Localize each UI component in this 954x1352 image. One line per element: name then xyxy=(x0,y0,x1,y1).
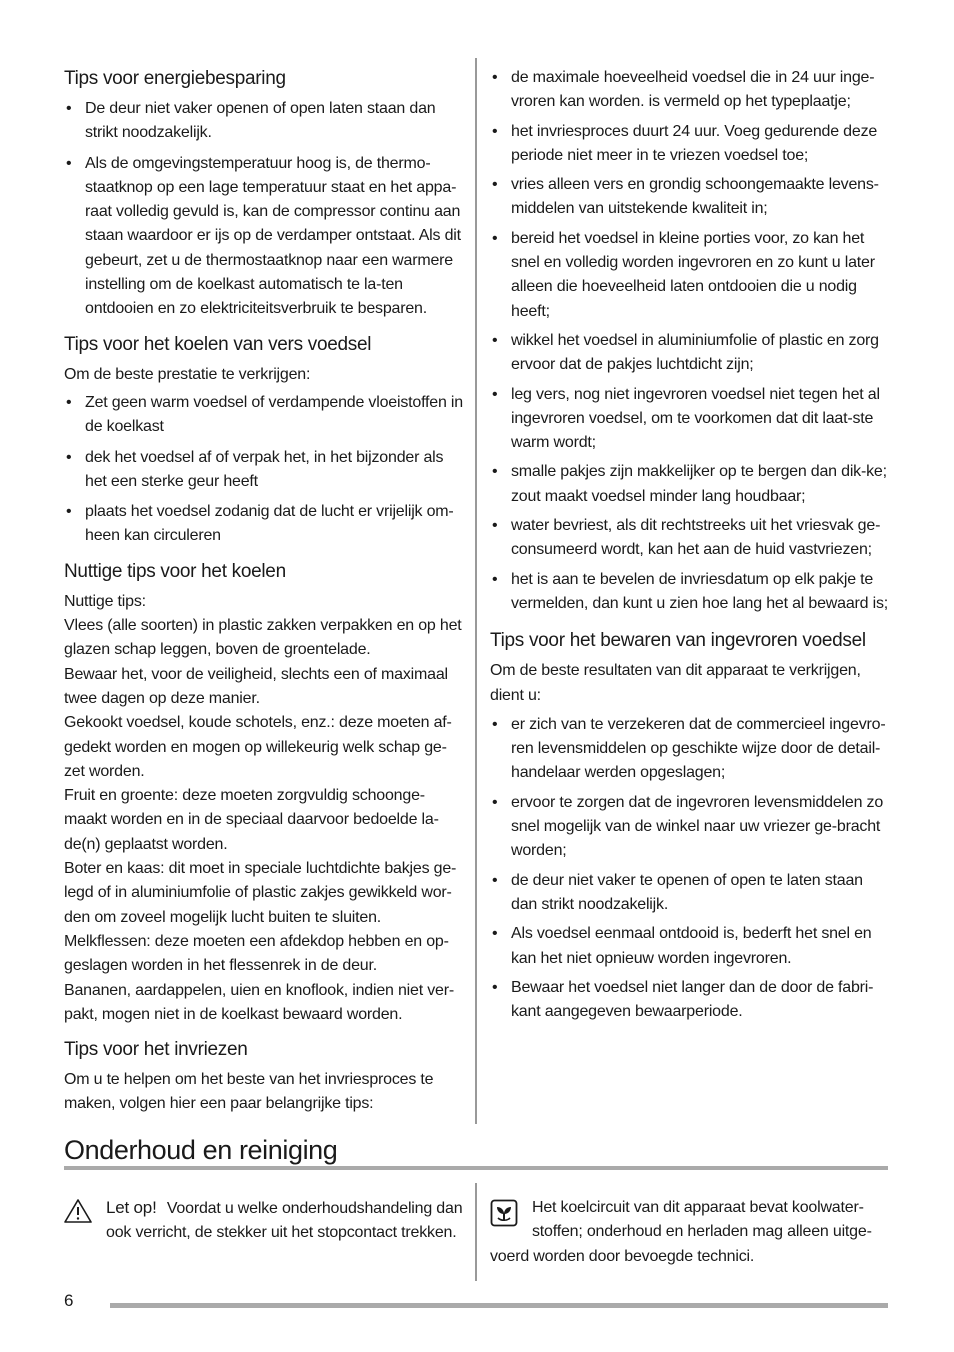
list-item: • de deur niet vaker te openen of open te laten staan dan strikt noodzakelijk. xyxy=(490,869,890,918)
environment-note xyxy=(490,1196,890,1269)
freezing-tips-heading: Tips voor het invriezen xyxy=(64,1039,248,1061)
list-item: • De deur niet vaker openen of open laten staan dan strikt noodzakelijk. xyxy=(64,97,464,146)
list-item: • het is aan te bevelen de invriesdatum op elk pakje te vermelden, dan kunt u zien hoe lang het al bewaard is; xyxy=(490,568,890,617)
energy-tips-list xyxy=(64,97,464,322)
useful-tips-heading: Nuttige tips voor het koelen xyxy=(64,560,286,582)
list-item: • Als voedsel eenmaal ontdooid is, bederft het snel en kan het niet opnieuw worden ingevroren. xyxy=(490,922,890,971)
column-divider-bottom xyxy=(475,1183,477,1281)
list-item: • er zich van te verzekeren dat de commercieel ingevro-ren levensmiddelen op geschikte wijze door de detail-handelaar werden opgeslagen; xyxy=(490,713,890,786)
useful-tips-line: Gekookt voedsel, koude schotels, enz.: deze moeten af-gedekt worden en mogen op willekeurig welk schap ge-zet worden. xyxy=(64,714,452,780)
page-number: 6 xyxy=(64,1291,74,1310)
list-item: • plaats het voedsel zodanig dat de lucht er vrijelijk om-heen kan circuleren xyxy=(64,500,464,549)
list-item: • water bevriest, als dit rechtstreeks uit het vriesvak ge-consumeerd wordt, kan het aan de huid vastvriezen; xyxy=(490,514,890,563)
useful-tips-line: Bananen, aardappelen, uien en knoflook, indien niet ver-pakt, mogen niet in de koelkast bewaard worden. xyxy=(64,981,454,1023)
warning-label: Let op! xyxy=(106,1198,157,1217)
useful-tips-line: Melkflessen: deze moeten een afdekdop hebben en op-geslagen worden in het flessenrek in de deur. xyxy=(64,932,449,975)
column-divider-top xyxy=(475,58,477,1124)
list-item: • bereid het voedsel in kleine porties voor, zo kan het snel en volledig worden ingevroren en zo kunt u later alleen die hoeveelheid laten ontdooien die u nodig heeft; xyxy=(490,227,890,324)
list-item: • leg vers, nog niet ingevroren voedsel niet tegen het al ingevroren voedsel, om te voorkomen dat dit laat-ste warm wordt; xyxy=(490,383,890,456)
section-rule xyxy=(64,1166,888,1170)
list-item: • wikkel het voedsel in aluminiumfolie of plastic en zorg ervoor dat de pakjes luchtdicht zijn; xyxy=(490,329,890,378)
environment-text: Het koelcircuit van dit apparaat bevat koolwater-stoffen; onderhoud en herladen mag alleen uitge-voerd worden door bevoegde technici. xyxy=(490,1199,872,1265)
section-title: Onderhoud en reiniging xyxy=(64,1135,338,1165)
useful-tips-line: Bewaar het, voor de veiligheid, slechts een of maximaal twee dagen op deze manier. xyxy=(64,665,448,707)
left-column xyxy=(64,66,464,1117)
list-item: • het invriesproces duurt 24 uur. Voeg gedurende deze periode niet meer in te vriezen voedsel toe; xyxy=(490,120,890,169)
cooling-tips-list xyxy=(64,391,464,549)
warning-triangle-icon xyxy=(64,1198,92,1224)
environment-info-icon xyxy=(490,1199,518,1227)
freezing-tips-intro: Om u te helpen om het beste van het invriesproces te maken, volgen hier een paar belangrijke tips: xyxy=(64,1071,434,1113)
useful-tips-line: Vlees (alle soorten) in plastic zakken verpakken en op het glazen schap leggen, boven de groentelade. xyxy=(64,617,462,659)
freezing-tips-list xyxy=(490,66,890,616)
storage-tips-list xyxy=(490,713,890,1025)
warning-note xyxy=(64,1196,464,1246)
list-item: • dek het voedsel af of verpak het, in het bijzonder als het een sterke geur heeft xyxy=(64,446,464,495)
list-item: • Als de omgevingstemperatuur hoog is, de thermo-staatknop op een lage temperatuur staat en het appa-raat volledig gevuld is, kan de compressor continu aan staan waardoor er ijs op de verdamper ontstaat. Als dit gebeurt, zet u de thermostaatknop naar een warmere instelling om de koelkast automatisch te la-ten ontdooien en zo elektriciteitsverbruik te besparen. xyxy=(64,152,464,322)
list-item: • Bewaar het voedsel niet langer dan de door de fabri-kant aangegeven bewaarperiode. xyxy=(490,976,890,1025)
list-item: • vries alleen vers en grondig schoongemaakte levens-middelen van uitstekende kwaliteit in; xyxy=(490,173,890,222)
storage-tips-intro: Om de beste resultaten van dit apparaat te verkrijgen, dient u: xyxy=(490,662,861,704)
list-item: • smalle pakjes zijn makkelijker op te bergen dan dik-ke; zout maakt voedsel minder lang houdbaar; xyxy=(490,460,890,509)
useful-tips-line: Nuttige tips: xyxy=(64,592,146,610)
list-item: • Zet geen warm voedsel of verdampende vloeistoffen in de koelkast xyxy=(64,391,464,440)
useful-tips-line: Fruit en groente: deze moeten zorgvuldig schoonge-maakt worden en in de speciaal daarvoor bedoelde la-de(n) geplaatst worden. xyxy=(64,787,439,853)
storage-tips-heading: Tips voor het bewaren van ingevroren voedsel xyxy=(490,630,866,652)
list-item: • de maximale hoeveelheid voedsel die in 24 uur inge-vroren kan worden. is vermeld op het typeplaatje; xyxy=(490,66,890,115)
energy-tips-heading: Tips voor energiebesparing xyxy=(64,68,286,89)
footer-rule xyxy=(110,1303,888,1308)
cooling-tips-heading: Tips voor het koelen van vers voedsel xyxy=(64,333,372,355)
cooling-tips-intro: Om de beste prestatie te verkrijgen: xyxy=(64,365,311,383)
right-column xyxy=(490,66,890,1029)
warning-text: Voordat u welke onderhoudshandeling dan ook verricht, de stekker uit het stopcontact trekken. xyxy=(106,1200,463,1242)
useful-tips-line: Boter en kaas: dit moet in speciale luchtdichte bakjes ge-legd of in aluminiumfolie of plastic zakjes gewikkeld wor-den om zoveel mogelijk lucht buiten te sluiten. xyxy=(64,860,457,926)
list-item: • ervoor te zorgen dat de ingevroren levensmiddelen zo snel mogelijk van de winkel naar uw vriezer ge-bracht worden; xyxy=(490,791,890,864)
